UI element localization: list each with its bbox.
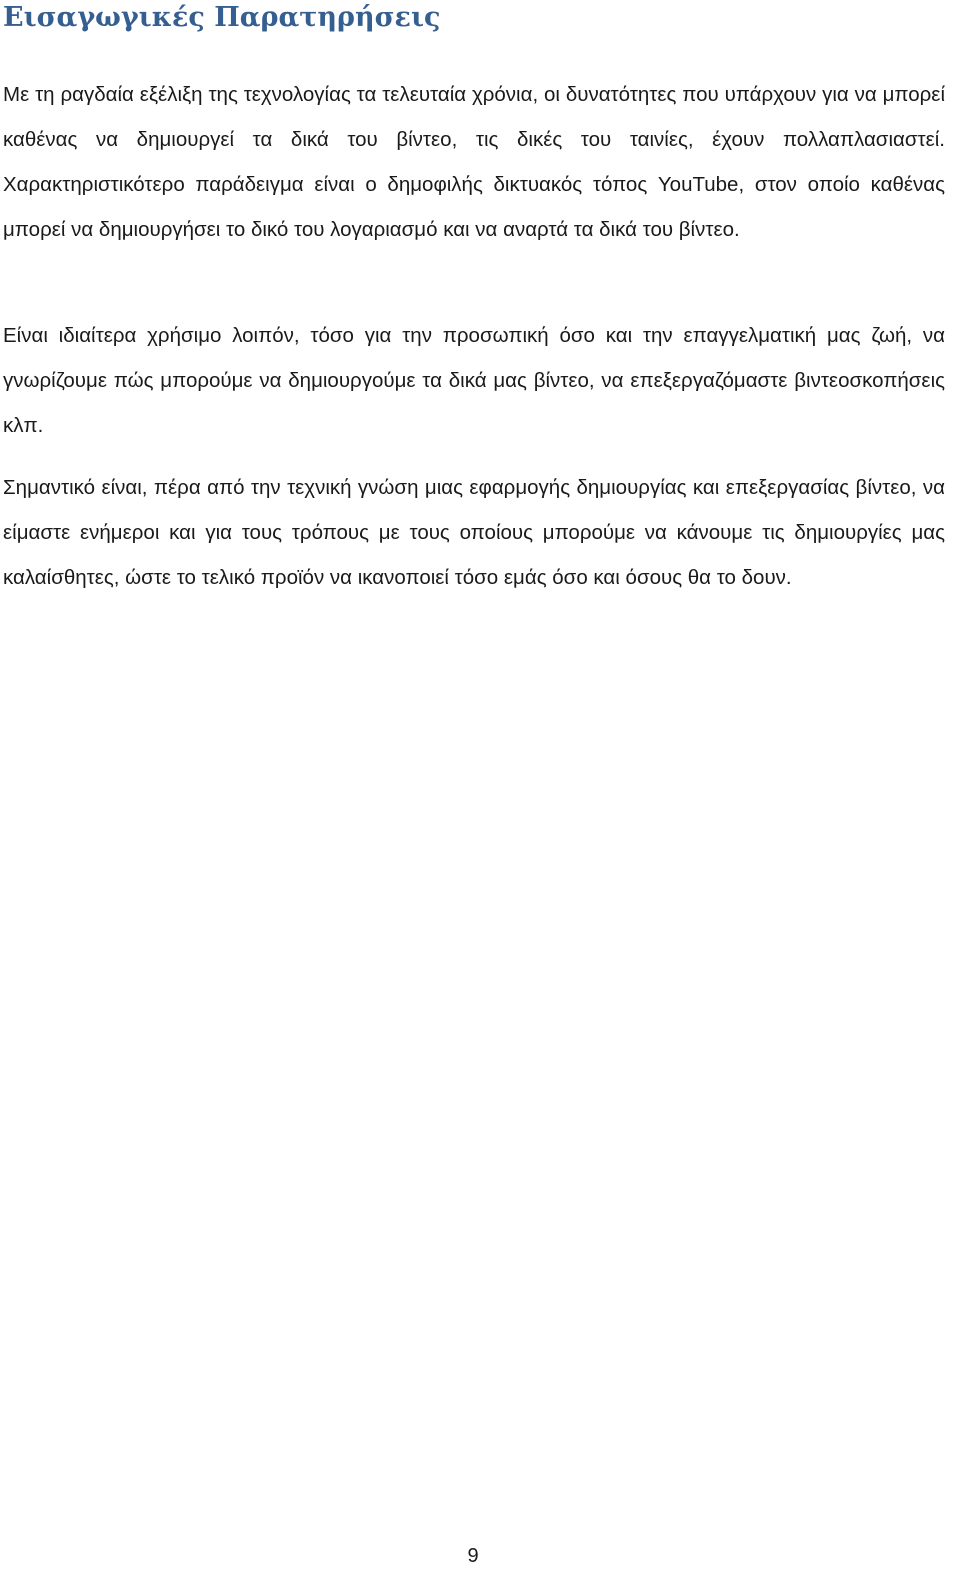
paragraph-usefulness: Είναι ιδιαίτερα χρήσιμο λοιπόν, τόσο για την προσωπική όσο και την επαγγελματική μας ζωή, να γνωρίζουμε πώς μπορούμε να δημιουργούμε τα δικά μας βίντεο, να επεξεργαζόμαστε βιντεοσκοπήσεις κλπ. <box>3 324 945 437</box>
page-number: 9 <box>467 1545 479 1567</box>
section-heading: Εισαγωγικές Παρατηρήσεις <box>3 2 441 33</box>
paragraph-intro: Με τη ραγδαία εξέλιξη της τεχνολογίας τα τελευταία χρόνια, οι δυνατότητες που υπάρχουν για να μπορεί καθένας να δημιουργεί τα δικά του βίντεο, τις δικές του ταινίες, έχουν πολλαπλασιαστεί. Χαρακτηριστικότερο παράδειγμα είναι ο δημοφιλής δικτυακός τόπος YouTube, στον οποίο καθένας μπορεί να δημιουργήσει το δικό του λογαριασμό και να αναρτά τα δικά του βίντεο. <box>3 83 945 241</box>
paragraph-aesthetics: Σημαντικό είναι, πέρα από την τεχνική γνώση μιας εφαρμογής δημιουργίας και επεξεργασίας βίντεο, να είμαστε ενήμεροι και για τους τρόπους με τους οποίους μπορούμε να κάνουμε τις δημιουργίες μας καλαίσθητες, ώστε το τελικό προϊόν να ικανοποιεί τόσο εμάς όσο και όσους θα το δουν. <box>3 476 945 589</box>
